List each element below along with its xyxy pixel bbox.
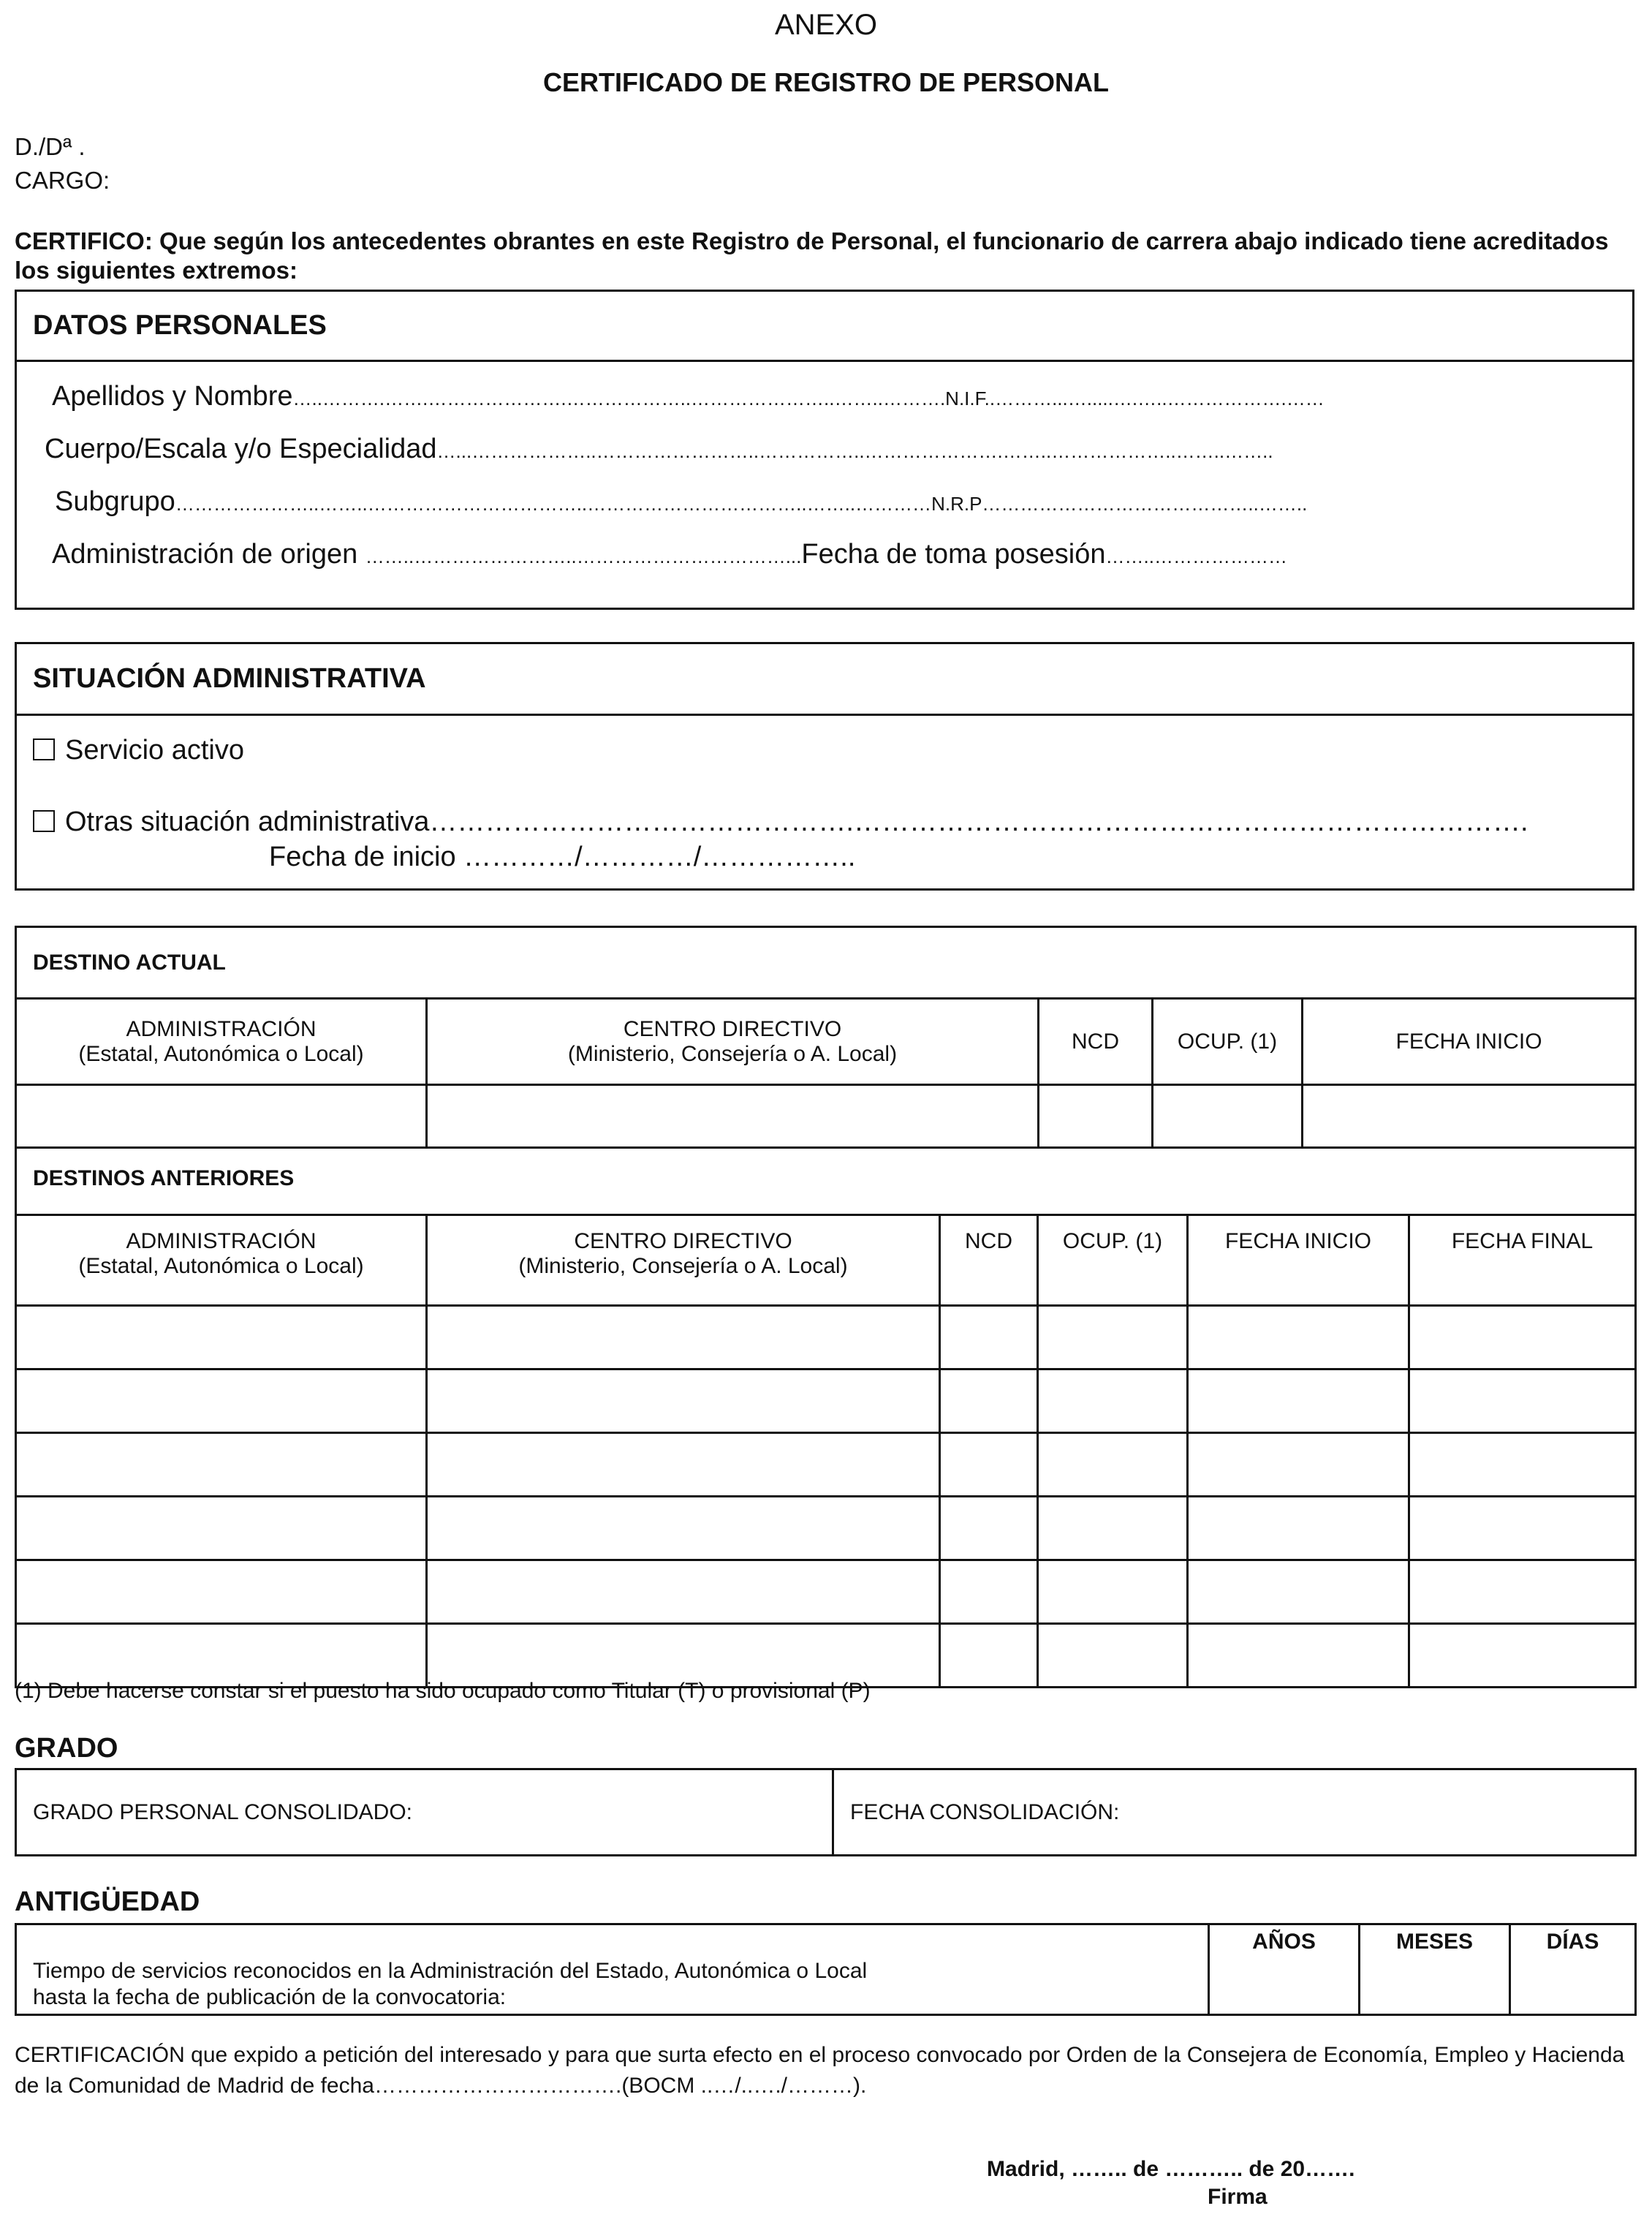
antiguedad-description xyxy=(16,1924,1209,2015)
cell[interactable] xyxy=(1188,1369,1409,1432)
datos-personales-title: DATOS PERSONALES xyxy=(17,292,1632,362)
otras-situacion-checkbox[interactable] xyxy=(33,810,55,832)
cell[interactable] xyxy=(16,1496,427,1560)
cell[interactable] xyxy=(1188,1432,1409,1496)
cell[interactable] xyxy=(1038,1369,1188,1432)
col-meses[interactable] xyxy=(1360,1924,1510,2015)
apellidos-label: Apellidos y Nombre xyxy=(52,381,293,412)
cell[interactable] xyxy=(1409,1623,1636,1687)
cell[interactable] xyxy=(1038,1623,1188,1687)
cell[interactable] xyxy=(940,1432,1038,1496)
table-row xyxy=(16,1623,1636,1687)
cell[interactable] xyxy=(940,1369,1038,1432)
grado-personal-field[interactable] xyxy=(16,1769,833,1856)
situacion-title: SITUACIÓN ADMINISTRATIVA xyxy=(17,644,1632,716)
cell[interactable] xyxy=(1038,1560,1188,1623)
subgrupo-label: Subgrupo xyxy=(55,486,175,517)
cell[interactable] xyxy=(1409,1369,1636,1432)
grado-title: GRADO xyxy=(15,1733,118,1764)
lugar-fecha: Madrid, …….. de ……….. de 20……. xyxy=(987,2157,1355,2181)
otras-situacion-dots: ……………………………………….………………………………………………………………. xyxy=(429,806,1528,837)
cell[interactable] xyxy=(940,1623,1038,1687)
fecha-consolidacion-field[interactable] xyxy=(833,1769,1636,1856)
cell[interactable] xyxy=(940,1305,1038,1369)
cell[interactable] xyxy=(940,1496,1038,1560)
cell[interactable] xyxy=(16,1560,427,1623)
col-administracion-sub: (Estatal, Autonómica o Local) xyxy=(78,1041,364,1066)
grado-personal-label: GRADO PERSONAL CONSOLIDADO: xyxy=(33,1799,412,1824)
table-row xyxy=(16,1305,1636,1369)
cell[interactable] xyxy=(427,1369,940,1432)
table-row xyxy=(16,1432,1636,1496)
col-anos-label: AÑOS xyxy=(1252,1930,1316,1954)
cell-centro[interactable] xyxy=(427,1085,1039,1148)
cell[interactable] xyxy=(16,1623,427,1687)
col-meses-label: MESES xyxy=(1395,1930,1474,1954)
destino-actual-table xyxy=(15,926,1637,1149)
administracion-field[interactable] xyxy=(52,539,1287,570)
cell[interactable] xyxy=(1188,1496,1409,1560)
col-dias-label: DÍAS xyxy=(1546,1930,1599,1954)
apellidos-dots: …..……….…….………………….………………..…………………..……..………. xyxy=(292,388,946,409)
cell-administracion[interactable] xyxy=(16,1085,427,1148)
administracion-dots: ……..……………………..……………………………... xyxy=(365,545,802,567)
col-administracion-label: ADMINISTRACIÓN xyxy=(126,1228,317,1253)
cell[interactable] xyxy=(16,1432,427,1496)
nif-dots: ………...….....….…..……………….…… xyxy=(995,388,1325,409)
cell[interactable] xyxy=(1409,1496,1636,1560)
nrp-label: N.R.P xyxy=(931,493,982,515)
col-centro-directivo xyxy=(427,1214,940,1305)
table-row xyxy=(16,1085,1636,1148)
cell[interactable] xyxy=(1409,1560,1636,1623)
cell[interactable] xyxy=(1409,1432,1636,1496)
table-row xyxy=(16,1369,1636,1432)
servicio-activo-label: Servicio activo xyxy=(65,735,244,766)
col-ocup: OCUP. (1) xyxy=(1038,1214,1188,1305)
cell[interactable] xyxy=(1038,1305,1188,1369)
don-line: D./Dª . xyxy=(15,133,86,160)
fecha-inicio-situacion[interactable]: Fecha de inicio …………/…………/…………….. xyxy=(269,842,856,872)
cargo-line: CARGO: xyxy=(15,167,110,194)
cuerpo-dots: …...………………..……………………..……………..………………….……..………………..……..…….. xyxy=(436,440,1273,462)
col-administracion xyxy=(16,1214,427,1305)
col-centro-label: CENTRO DIRECTIVO xyxy=(623,1016,842,1041)
document-title: CERTIFICADO DE REGISTRO DE PERSONAL xyxy=(542,67,1110,97)
col-ncd: NCD xyxy=(940,1214,1038,1305)
col-centro-sub: (Ministerio, Consejería o A. Local) xyxy=(567,1041,898,1066)
cell[interactable] xyxy=(1188,1560,1409,1623)
antiguedad-title: ANTIGÜEDAD xyxy=(15,1886,200,1917)
col-anos[interactable] xyxy=(1209,1924,1360,2015)
antiguedad-table xyxy=(15,1923,1637,2016)
cuerpo-field[interactable] xyxy=(45,434,1273,465)
servicio-activo-option[interactable] xyxy=(33,735,244,766)
col-fecha-inicio: FECHA INICIO xyxy=(1303,999,1636,1085)
cell[interactable] xyxy=(427,1623,940,1687)
nrp-dots: ……………………………………..…….. xyxy=(982,493,1308,515)
certificacion-paragraph: CERTIFICACIÓN que expido a petición del interesado y para que surta efecto en el proceso convocado por Orden de la Consejera de Economía, Empleo y Hacienda de la Comunidad de Madrid de fecha…………………………….(BOCM ..…/..…./………). xyxy=(15,2043,1625,2098)
administracion-label: Administración de origen xyxy=(52,539,358,570)
cell[interactable] xyxy=(940,1560,1038,1623)
otras-situacion-option[interactable] xyxy=(33,806,1528,838)
cuerpo-label: Cuerpo/Escala y/o Especialidad xyxy=(45,434,437,464)
fecha-consolidacion-label: FECHA CONSOLIDACIÓN: xyxy=(850,1799,1120,1824)
col-ncd: NCD xyxy=(1039,999,1153,1085)
fecha-toma-label: Fecha de toma posesión xyxy=(801,539,1106,570)
destinos-anteriores-title: DESTINOS ANTERIORES xyxy=(16,1144,1636,1214)
cell[interactable] xyxy=(1188,1623,1409,1687)
subgrupo-dots: …………………..……..……………………………..……………………………..……..………… xyxy=(175,493,932,515)
col-fecha-final: FECHA FINAL xyxy=(1409,1214,1636,1305)
cell[interactable] xyxy=(427,1496,940,1560)
col-centro-directivo xyxy=(427,999,1039,1085)
cell[interactable] xyxy=(427,1432,940,1496)
col-administracion-label: ADMINISTRACIÓN xyxy=(126,1016,317,1041)
cell[interactable] xyxy=(1409,1305,1636,1369)
col-centro-label: CENTRO DIRECTIVO xyxy=(574,1228,792,1253)
cell[interactable] xyxy=(1038,1432,1188,1496)
subgrupo-field[interactable] xyxy=(55,486,1307,518)
col-centro-sub: (Ministerio, Consejería o A. Local) xyxy=(518,1253,848,1278)
antiguedad-text-1: Tiempo de servicios reconocidos en la Administración del Estado, Autonómica o Local xyxy=(33,1959,868,1983)
otras-situacion-label: Otras situación administrativa xyxy=(65,806,430,837)
nif-label: N.I.F.. xyxy=(945,388,996,409)
fecha-toma-dots: ……..………………… xyxy=(1105,545,1287,567)
ocupacion-footnote: (1) Debe hacerse constar si el puesto ha sido ocupado como Titular (T) o provisional (P) xyxy=(15,1679,871,1703)
cell-fecha-inicio[interactable] xyxy=(1303,1085,1636,1148)
antiguedad-text-2: hasta la fecha de publicación de la convocatoria: xyxy=(33,1985,507,2009)
annex-heading: ANEXO xyxy=(774,9,878,41)
grado-table xyxy=(15,1768,1637,1856)
cell[interactable] xyxy=(1188,1305,1409,1369)
destinos-anteriores-table xyxy=(15,1144,1637,1688)
table-row xyxy=(16,1560,1636,1623)
table-row xyxy=(16,1496,1636,1560)
situacion-box xyxy=(15,642,1634,891)
destino-actual-title: DESTINO ACTUAL xyxy=(16,927,1636,999)
col-fecha-inicio: FECHA INICIO xyxy=(1188,1214,1409,1305)
certifico-paragraph: CERTIFICO: Que según los antecedentes obrantes en este Registro de Personal, el funcionario de carrera abajo indicado tiene acreditados los siguientes extremos: xyxy=(15,227,1609,284)
cell[interactable] xyxy=(16,1369,427,1432)
cell[interactable] xyxy=(427,1560,940,1623)
datos-personales-box xyxy=(15,290,1634,610)
col-ocup: OCUP. (1) xyxy=(1153,999,1303,1085)
apellidos-field[interactable] xyxy=(52,381,1325,412)
servicio-activo-checkbox[interactable] xyxy=(33,738,55,760)
cell[interactable] xyxy=(1038,1496,1188,1560)
cell[interactable] xyxy=(427,1305,940,1369)
col-administracion xyxy=(16,999,427,1085)
cell-ocup[interactable] xyxy=(1153,1085,1303,1148)
col-dias[interactable] xyxy=(1510,1924,1636,2015)
cell[interactable] xyxy=(16,1305,427,1369)
firma-label: Firma xyxy=(1208,2185,1268,2209)
cell-ncd[interactable] xyxy=(1039,1085,1153,1148)
col-administracion-sub: (Estatal, Autonómica o Local) xyxy=(78,1253,364,1278)
